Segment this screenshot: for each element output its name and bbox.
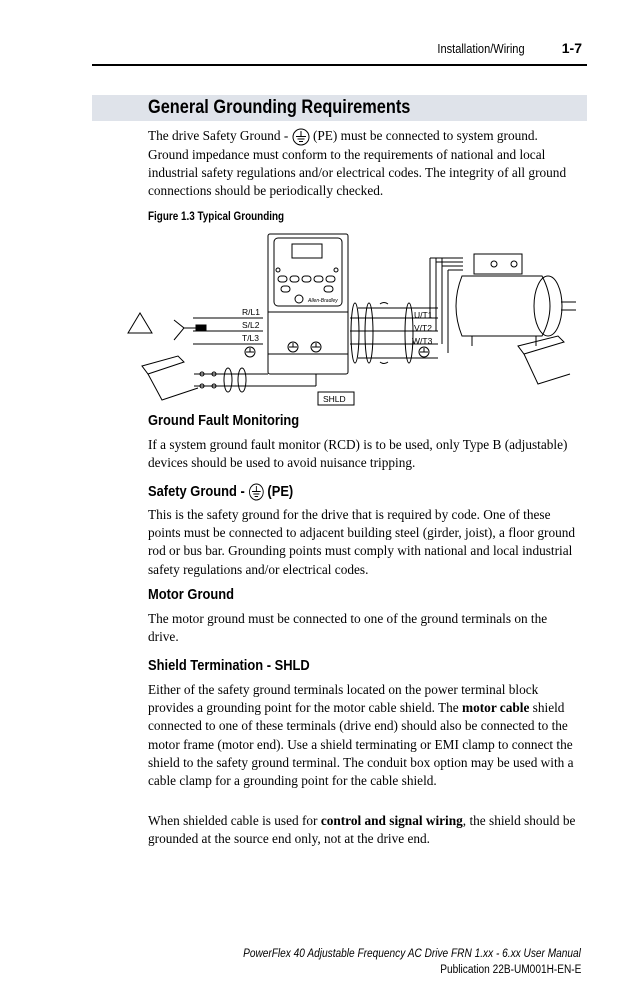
terminal-r-l1: R/L1: [242, 307, 260, 317]
footer-manual-title: PowerFlex 40 Adjustable Frequency AC Drive FRN 1.xx - 6.xx User Manual: [243, 948, 581, 960]
ground-fault-text: If a system ground fault monitor (RCD) is to be used, only Type B (adjustable) devices should be used to avoid nuisance tripping.: [148, 437, 568, 471]
shield-termination-text: Either of the safety ground terminals located on the power terminal block provides a grounding point for the motor cable shield. The motor cable shield connected to one of these terminals (drive end) should also be connected to the motor frame (motor end). Use a shield terminating or EMI clamp to connect the shield to the safety ground terminal. The conduit box option may be used with a cable clamp for a grounding point for the cable shield.: [148, 682, 574, 789]
terminal-v-t2: V/T2: [414, 323, 432, 333]
shield-label: SHLD: [323, 394, 346, 404]
terminal-w-t3: W/T3: [412, 336, 433, 346]
heading-ground-fault: Ground Fault Monitoring: [148, 412, 300, 429]
drive-brand-label: Allen-Bradley: [308, 298, 338, 304]
transformer-icon: [128, 313, 206, 340]
drive-unit-icon: [268, 234, 348, 374]
intro-paragraph: [148, 127, 580, 201]
building-steel-icon: [142, 336, 570, 400]
typical-grounding-diagram: [118, 228, 578, 413]
heading-motor-ground: Motor Ground: [148, 586, 234, 603]
motor-ground-text: The motor ground must be connected to one of the ground terminals on the drive.: [148, 611, 548, 645]
safety-ground-text: This is the safety ground for the drive that is required by code. One of these points must be connected to adjacent building steel (girder, joist), a floor ground rod or bus bar. Grounding points must comply with national and local industrial safety regulations and/or electrical codes.: [148, 507, 576, 577]
terminal-t-l3: T/L3: [242, 333, 260, 343]
section-title: General Grounding Requirements: [148, 97, 411, 118]
ground-symbol-icon: [248, 483, 263, 501]
running-header-section: Installation/Wiring: [437, 41, 525, 56]
page-number: 1-7: [561, 40, 582, 56]
shield-signal-wiring-text: When shielded cable is used for control and signal wiring, the shield should be grounded at the source end only, not at the drive end.: [148, 813, 576, 847]
control-wiring: [194, 368, 316, 392]
footer-publication: Publication 22B-UM001H-EN-E: [439, 964, 581, 976]
header-rule: [92, 64, 587, 66]
intro-text-end: (PE) must be connected to system ground. Ground impedance must conform to the requirements of national and local industrial safety regulations and/or electrical codes. The integrity of all ground connections should be periodically checked.: [148, 128, 567, 199]
ground-symbol-icon: [292, 128, 310, 146]
heading-shield-termination: Shield Termination - SHLD: [148, 657, 310, 674]
heading-safety-ground: Safety Ground - (PE): [148, 483, 294, 500]
figure-caption: Figure 1.3 Typical Grounding: [148, 211, 285, 223]
intro-text-start: The drive Safety Ground -: [148, 128, 292, 143]
terminal-s-l2: S/L2: [242, 320, 260, 330]
motor-icon: [456, 254, 576, 346]
terminal-u-t1: U/T1: [414, 310, 433, 320]
